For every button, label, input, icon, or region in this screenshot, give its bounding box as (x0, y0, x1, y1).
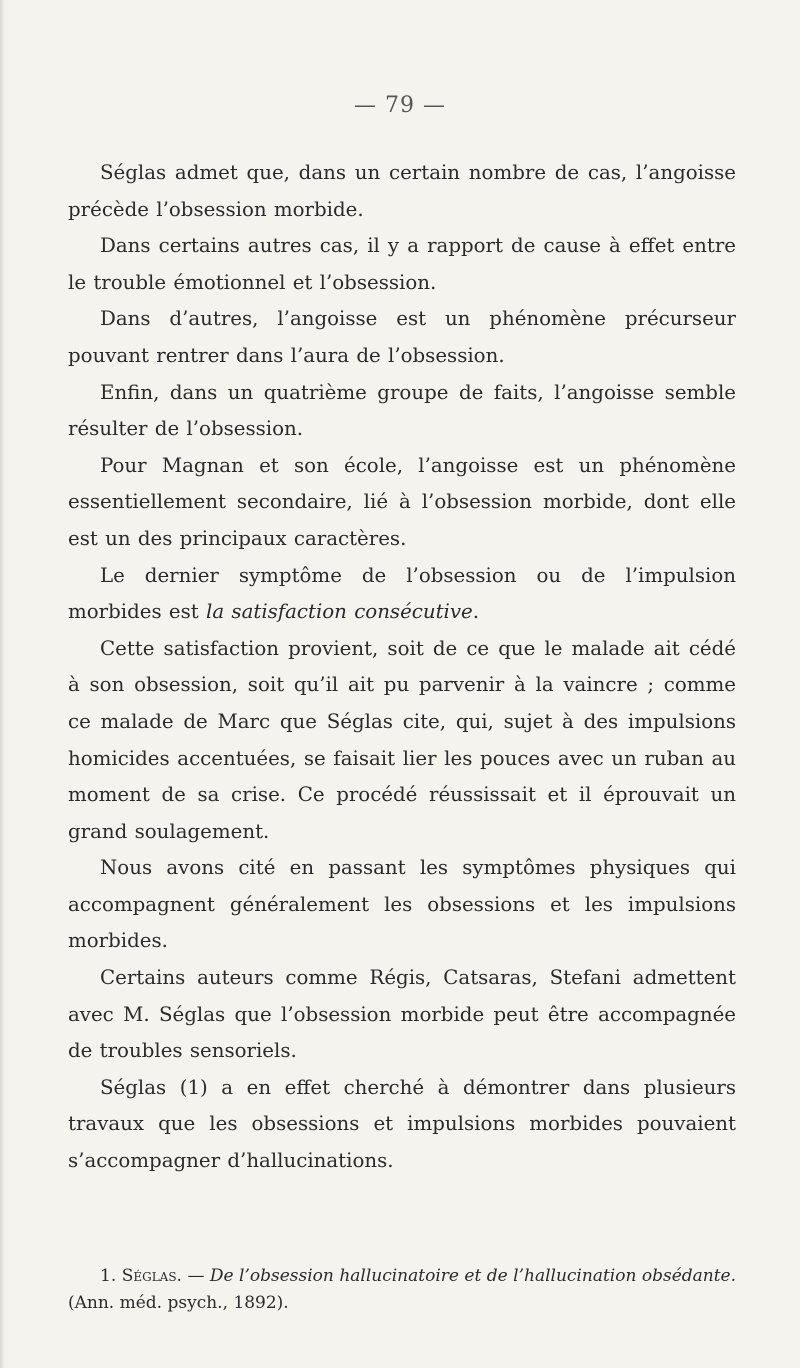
paragraph-10: Séglas (1) a en effet cherché à démontrer dans plusieurs travaux que les obsessions et impulsions morbides pouvaient s’accompagner d’hallucinations. (68, 1075, 736, 1173)
footnote-author: Séglas. (121, 1266, 182, 1286)
footnote-dash: — (187, 1266, 205, 1286)
paragraph-3: Dans d’autres, l’angoisse est un phénomène précurseur pouvant rentrer dans l’aura de l’obsession. (68, 307, 736, 367)
footnote-source: (Ann. méd. psych., 1892). (68, 1293, 289, 1313)
paragraph-5: Pour Magnan et son école, l’angoisse est un phénomène essentiellement secondaire, lié à l’obsession morbide, dont elle est un des principaux caractères. (68, 453, 736, 550)
paragraph-8: Nous avons cité en passant les symptômes physiques qui accompagnent généralement les obsessions et les impulsions morbides. (68, 856, 736, 953)
paragraph-7: Cette satisfaction provient, soit de ce que le malade ait cédé à son obsession, soit qu’il ait pu parvenir à la vaincre ; comme ce malade de Marc que Séglas cite, qui, sujet à des impulsions homicides accentuées, se faisait lier les pouces avec un ruban au moment de sa crise. Ce procédé réussissait et il éprouvait un grand soulagement. (68, 636, 736, 843)
paragraph-1: Séglas admet que, dans un certain nombre de cas, l’angoisse précède l’obsession morbide. (68, 161, 736, 221)
page-number: — 79 — (354, 93, 446, 118)
body-text (68, 155, 736, 1180)
paragraph-6 (68, 558, 736, 631)
paragraph-6-end: . (472, 600, 480, 624)
footnote-number: 1. (100, 1266, 117, 1286)
paragraph-9: Certains auteurs comme Régis, Catsaras, Stefani admettent avec M. Séglas que l’obsession morbide peut être accompagnée de troubles sensoriels. (68, 966, 736, 1063)
footnotes (68, 1263, 736, 1317)
footnote-title: De l’obsession hallucinatoire et de l’hallucination obsédante. (209, 1266, 737, 1286)
paragraph-4: Enfin, dans un quatrième groupe de faits, l’angoisse semble résulter de l’obsession. (68, 380, 736, 441)
page-edge (0, 0, 5, 1368)
paragraph-2: Dans certains autres cas, il y a rapport de cause à effet entre le trouble émotionnel et l’obsession. (68, 234, 736, 294)
footnote-1 (68, 1263, 736, 1317)
paragraph-6-text: Le dernier symptôme de l’obsession ou de l’impulsion morbides est (68, 563, 736, 624)
paragraph-6-emphasis: la satisfaction consécutive (206, 600, 473, 624)
